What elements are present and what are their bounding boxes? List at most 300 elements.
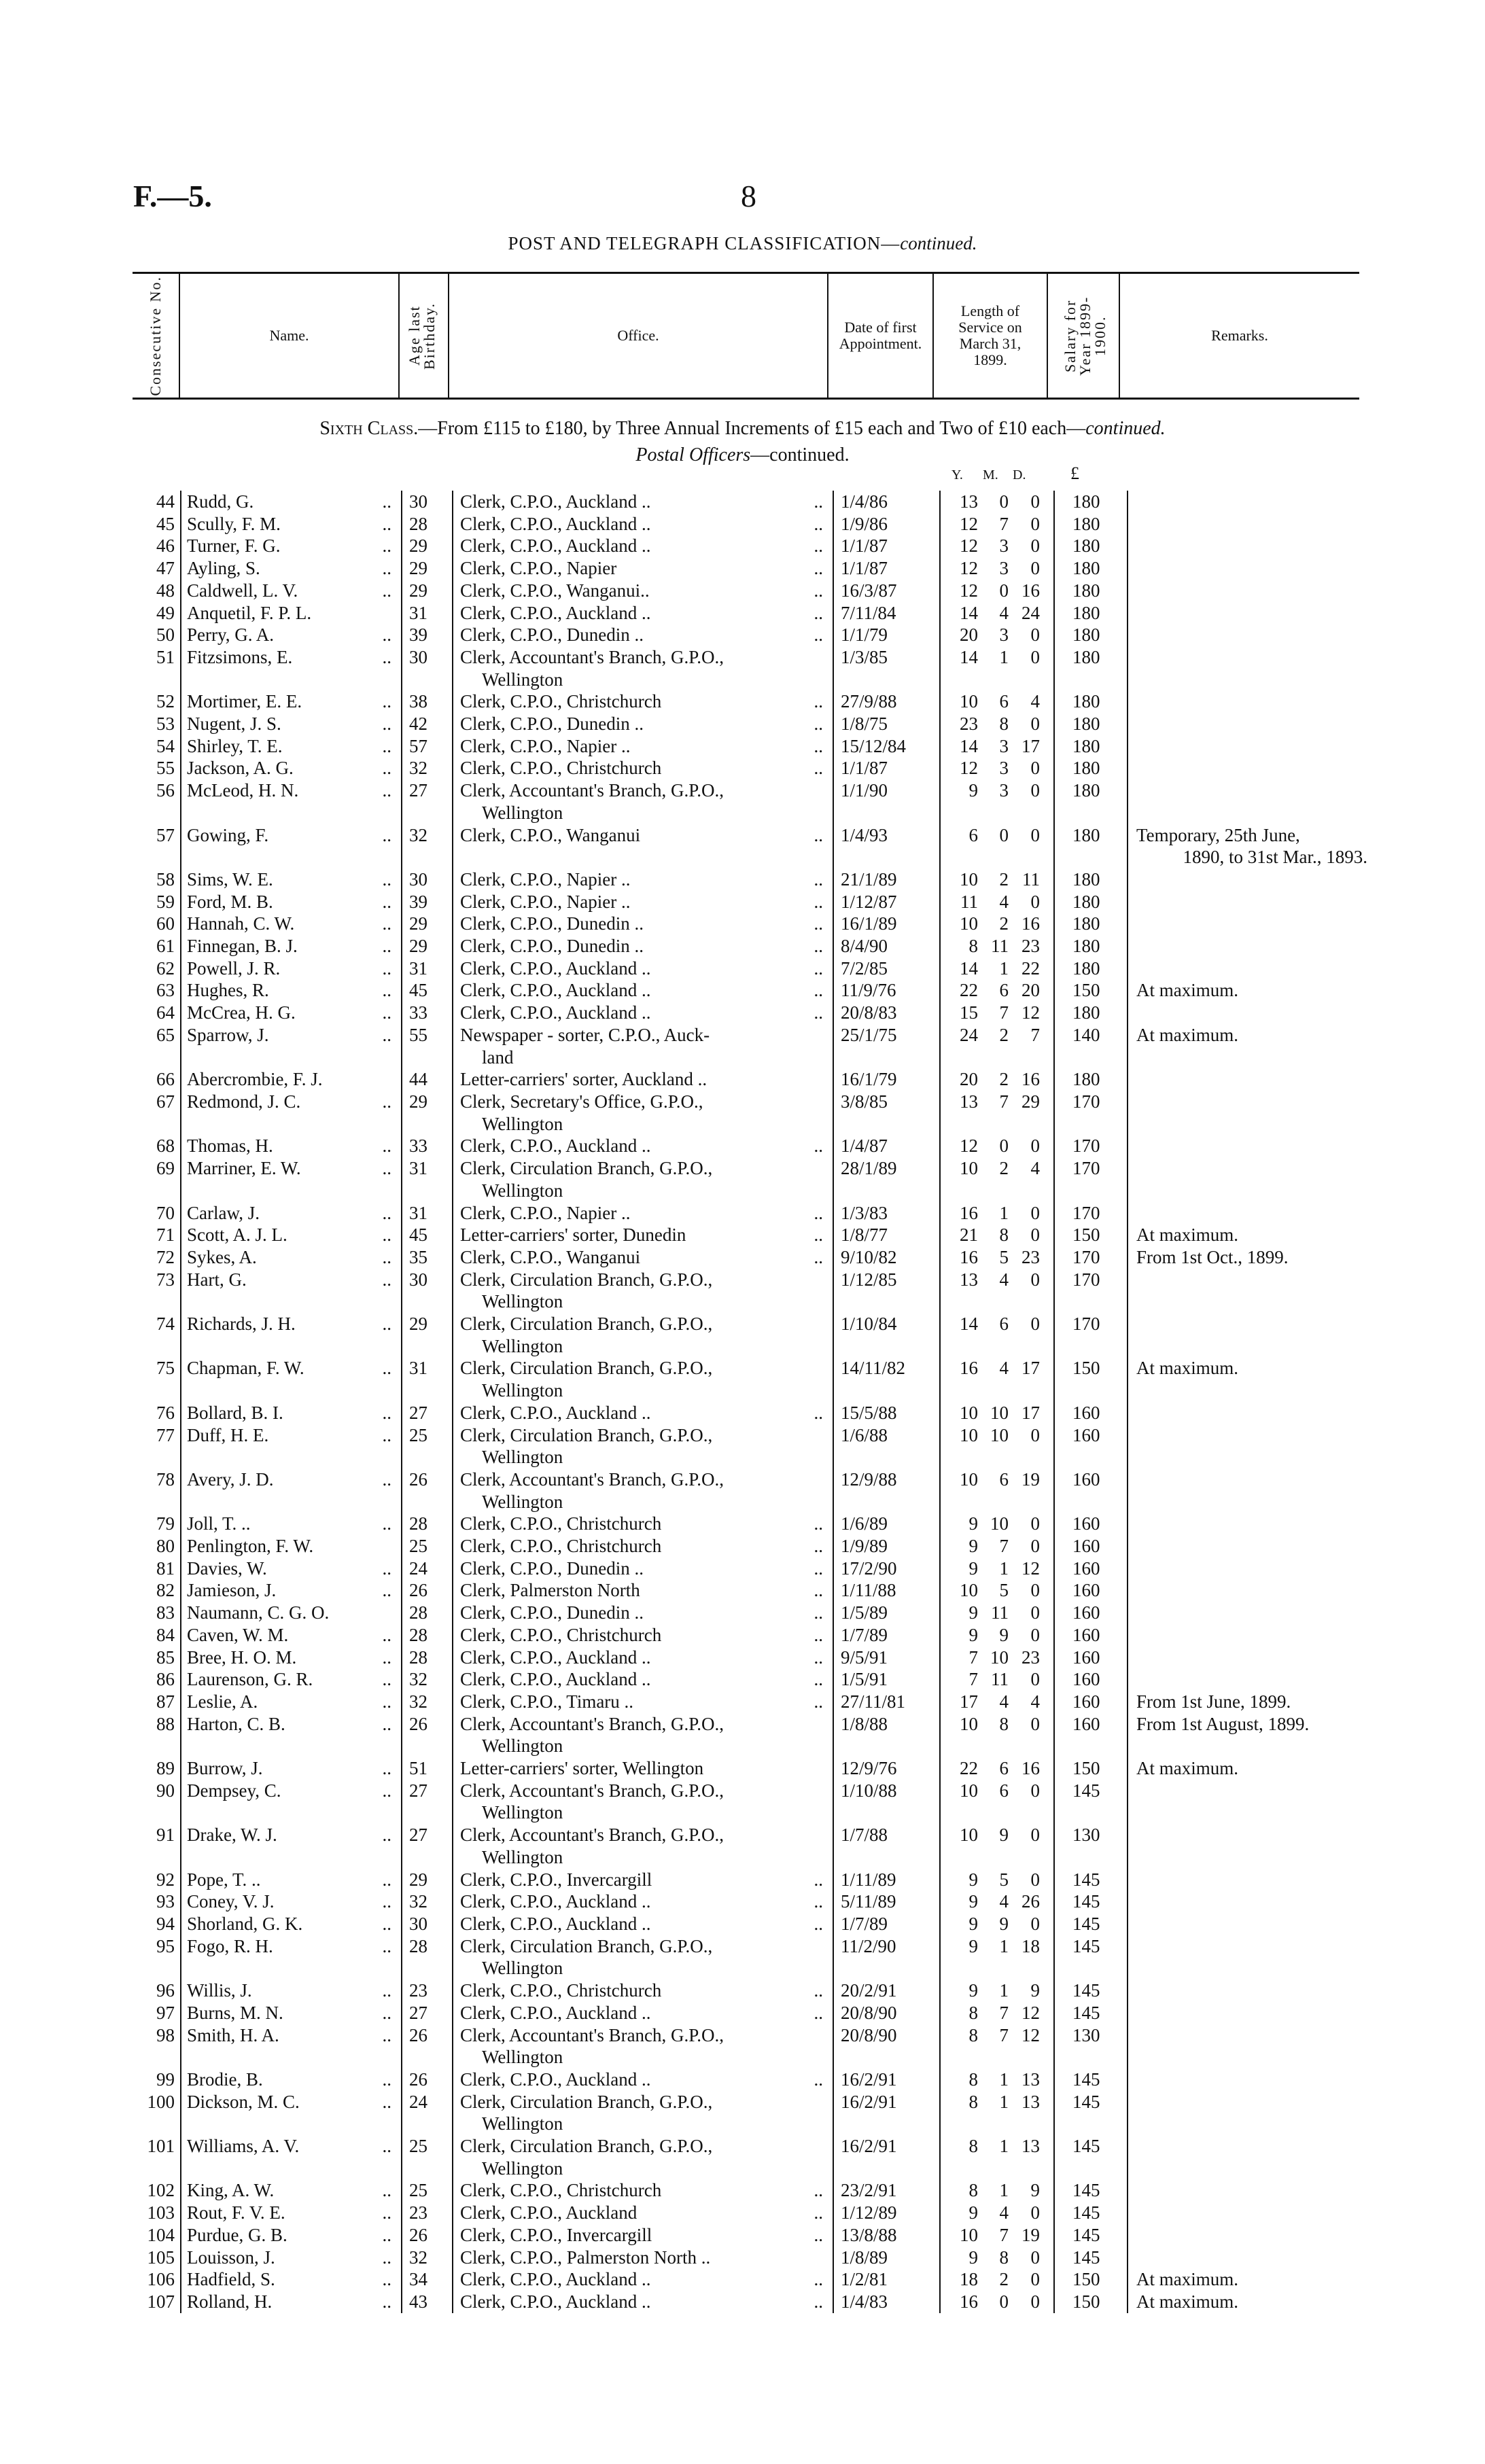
row-number-text: 94 bbox=[156, 1914, 175, 1934]
row-number bbox=[133, 2179, 181, 2202]
row-number bbox=[133, 735, 181, 758]
office-text: Clerk, Secretary's Office, G.P.O., bbox=[460, 1091, 703, 1112]
office-cell bbox=[453, 1157, 833, 1201]
office-continuation-text: land bbox=[482, 1046, 514, 1068]
appointment-date-text: 1/3/83 bbox=[841, 1202, 888, 1223]
service-months-text: 1 bbox=[999, 1935, 1009, 1956]
appointment-date-text: 1/1/90 bbox=[841, 780, 888, 801]
date-cell bbox=[833, 1647, 940, 1669]
appointment-date-text: 11/2/90 bbox=[841, 1935, 896, 1956]
service-months-text: 4 bbox=[999, 602, 1009, 623]
service-days-text: 19 bbox=[1021, 2224, 1040, 2245]
row-number-text: 92 bbox=[156, 1869, 175, 1890]
office-text: Letter-carriers' sorter, Auckland .. bbox=[460, 1069, 707, 1090]
years-cell bbox=[940, 1424, 978, 1468]
salary-text: 145 bbox=[1072, 2002, 1100, 2023]
table-row bbox=[133, 2002, 1367, 2024]
salary-text: 180 bbox=[1072, 1002, 1100, 1023]
days-cell bbox=[1009, 535, 1054, 557]
service-days-text: 0 bbox=[1030, 1869, 1040, 1890]
service-days-text: 17 bbox=[1021, 1402, 1040, 1423]
days-cell bbox=[1009, 891, 1054, 913]
name-text: Scott, A. J. L. bbox=[187, 1225, 287, 1246]
name-text: Ford, M. B. bbox=[187, 891, 273, 912]
age-cell bbox=[402, 1935, 453, 1979]
salary-cell bbox=[1054, 757, 1128, 779]
remarks-cell bbox=[1128, 1668, 1367, 1691]
salary-cell bbox=[1054, 1624, 1128, 1647]
salary-text: 145 bbox=[1072, 2224, 1100, 2245]
appointment-date-text: 1/2/81 bbox=[841, 2269, 888, 2290]
appointment-date-text: 15/12/84 bbox=[841, 735, 907, 756]
salary-cell bbox=[1054, 2291, 1128, 2313]
row-number-text: 51 bbox=[156, 646, 175, 667]
leader-dots: .. bbox=[814, 824, 823, 845]
leader-dots: .. bbox=[382, 558, 391, 579]
remarks-cell bbox=[1128, 1513, 1367, 1535]
service-days-text: 0 bbox=[1030, 513, 1040, 534]
salary-cell bbox=[1054, 513, 1128, 535]
months-cell bbox=[978, 1668, 1009, 1691]
leader-dots: .. bbox=[814, 868, 823, 890]
days-cell bbox=[1009, 1691, 1054, 1713]
service-months-text: 9 bbox=[999, 1914, 1009, 1934]
leader-dots: .. bbox=[382, 1935, 391, 1956]
table-row bbox=[133, 1535, 1367, 1557]
salary-text: 180 bbox=[1072, 535, 1100, 557]
years-cell bbox=[940, 868, 978, 891]
name-cell bbox=[181, 979, 402, 1002]
name-text: Anquetil, F. P. L. bbox=[187, 602, 312, 623]
remarks-cell bbox=[1128, 735, 1367, 758]
age-cell bbox=[402, 824, 453, 868]
office-text: Clerk, Accountant's Branch, G.P.O., bbox=[460, 1825, 724, 1846]
remarks-text: At maximum. bbox=[1136, 1024, 1238, 1045]
header-label: Age last Birthday. bbox=[405, 302, 438, 370]
months-cell bbox=[978, 2135, 1009, 2179]
office-text: Clerk, Accountant's Branch, G.P.O., bbox=[460, 646, 724, 667]
salary-cell bbox=[1054, 1313, 1128, 1357]
salary-cell bbox=[1054, 1246, 1128, 1269]
salary-text: 180 bbox=[1072, 957, 1100, 979]
salary-text: 160 bbox=[1072, 1669, 1100, 1690]
months-cell bbox=[978, 1002, 1009, 1024]
office-cell bbox=[453, 646, 833, 690]
service-months-text: 7 bbox=[999, 2224, 1009, 2245]
remarks-cell bbox=[1128, 690, 1367, 713]
months-cell bbox=[978, 1579, 1009, 1602]
salary-text: 145 bbox=[1072, 2136, 1100, 2157]
date-cell bbox=[833, 891, 940, 913]
years-cell bbox=[940, 535, 978, 557]
age-text: 29 bbox=[409, 936, 427, 957]
age-text: 24 bbox=[409, 1557, 427, 1579]
age-cell bbox=[402, 1713, 453, 1757]
salary-cell bbox=[1054, 1202, 1128, 1225]
date-cell bbox=[833, 557, 940, 580]
years-cell bbox=[940, 824, 978, 868]
table-row bbox=[133, 779, 1367, 824]
age-text: 30 bbox=[409, 1269, 427, 1290]
table-row bbox=[133, 602, 1367, 624]
row-number-text: 85 bbox=[156, 1647, 175, 1668]
salary-cell bbox=[1054, 580, 1128, 602]
remarks-cell bbox=[1128, 757, 1367, 779]
table-row bbox=[133, 2224, 1367, 2247]
salary-text: 130 bbox=[1072, 1825, 1100, 1846]
office-text: Clerk, Accountant's Branch, G.P.O., bbox=[460, 780, 724, 801]
appointment-date-text: 21/1/89 bbox=[841, 868, 897, 890]
days-cell bbox=[1009, 1135, 1054, 1157]
row-number-text: 75 bbox=[156, 1358, 175, 1379]
age-cell bbox=[402, 2202, 453, 2224]
years-cell bbox=[940, 1157, 978, 1201]
row-number bbox=[133, 2002, 181, 2024]
table-row bbox=[133, 713, 1367, 735]
row-number-text: 83 bbox=[156, 1602, 175, 1623]
office-text: Newspaper - sorter, C.P.O., Auck- bbox=[460, 1024, 710, 1045]
salary-text: 180 bbox=[1072, 602, 1100, 623]
service-days-text: 29 bbox=[1021, 1091, 1040, 1112]
row-number bbox=[133, 1647, 181, 1669]
age-text: 26 bbox=[409, 2224, 427, 2245]
table-row bbox=[133, 2291, 1367, 2313]
service-months-text: 1 bbox=[999, 957, 1009, 979]
leader-dots: .. bbox=[382, 1869, 391, 1890]
leader-dots: .. bbox=[814, 1580, 823, 1601]
name-cell bbox=[181, 2224, 402, 2247]
row-number-text: 57 bbox=[156, 824, 175, 845]
salary-cell bbox=[1054, 1602, 1128, 1624]
office-cell bbox=[453, 1780, 833, 1824]
service-years-text: 20 bbox=[960, 1069, 978, 1090]
leader-dots: .. bbox=[382, 624, 391, 646]
days-cell bbox=[1009, 646, 1054, 690]
name-cell bbox=[181, 2247, 402, 2269]
office-continuation-text: Wellington bbox=[482, 1447, 563, 1468]
name-cell bbox=[181, 2002, 402, 2024]
name-cell bbox=[181, 690, 402, 713]
age-cell bbox=[402, 2291, 453, 2313]
date-cell bbox=[833, 1357, 940, 1401]
salary-text: 160 bbox=[1072, 1557, 1100, 1579]
remarks-cell bbox=[1128, 1535, 1367, 1557]
office-text: Clerk, C.P.O., Invercargill bbox=[460, 1869, 652, 1890]
service-days-text: 7 bbox=[1030, 1024, 1040, 1045]
salary-cell bbox=[1054, 2247, 1128, 2269]
service-days-text: 0 bbox=[1030, 2269, 1040, 2290]
row-number bbox=[133, 2135, 181, 2179]
days-cell bbox=[1009, 1157, 1054, 1201]
age-text: 27 bbox=[409, 780, 427, 801]
salary-text: 150 bbox=[1072, 2269, 1100, 2290]
age-cell bbox=[402, 1869, 453, 1891]
date-cell bbox=[833, 1535, 940, 1557]
service-months-text: 6 bbox=[999, 980, 1009, 1001]
age-cell bbox=[402, 1780, 453, 1824]
days-cell bbox=[1009, 602, 1054, 624]
days-cell bbox=[1009, 1002, 1054, 1024]
service-days-text: 4 bbox=[1030, 1691, 1040, 1712]
service-days-text: 16 bbox=[1021, 580, 1040, 601]
salary-cell bbox=[1054, 957, 1128, 980]
row-number bbox=[133, 2247, 181, 2269]
appointment-date-text: 1/4/83 bbox=[841, 2291, 888, 2312]
leader-dots: .. bbox=[814, 1914, 823, 1934]
office-cell bbox=[453, 1535, 833, 1557]
remarks-text: From 1st June, 1899. bbox=[1136, 1691, 1291, 1712]
service-days-text: 0 bbox=[1030, 2291, 1040, 2312]
service-months-text: 3 bbox=[999, 780, 1009, 801]
table-header bbox=[133, 272, 1359, 400]
name-cell bbox=[181, 1313, 402, 1357]
age-text: 33 bbox=[409, 1002, 427, 1023]
leader-dots: .. bbox=[814, 624, 823, 646]
salary-cell bbox=[1054, 535, 1128, 557]
name-cell bbox=[181, 1513, 402, 1535]
row-number-text: 73 bbox=[156, 1269, 175, 1290]
years-cell bbox=[940, 1624, 978, 1647]
remarks-continuation-text: 1890, to 31st Mar., 1893. bbox=[1183, 847, 1367, 868]
leader-dots: .. bbox=[382, 1891, 391, 1912]
age-text: 51 bbox=[409, 1758, 427, 1779]
years-cell bbox=[940, 1647, 978, 1669]
service-days-text: 9 bbox=[1030, 1980, 1040, 2001]
appointment-date-text: 1/5/91 bbox=[841, 1669, 888, 1690]
days-cell bbox=[1009, 557, 1054, 580]
service-years-text: 13 bbox=[960, 1091, 978, 1112]
service-days-text: 13 bbox=[1021, 2136, 1040, 2157]
appointment-date-text: 1/10/88 bbox=[841, 1780, 897, 1801]
age-cell bbox=[402, 602, 453, 624]
row-number-text: 53 bbox=[156, 714, 175, 735]
months-cell bbox=[978, 2202, 1009, 2224]
service-days-text: 26 bbox=[1021, 1891, 1040, 1912]
months-cell bbox=[978, 713, 1009, 735]
appointment-date-text: 17/2/90 bbox=[841, 1557, 897, 1579]
age-cell bbox=[402, 690, 453, 713]
remarks-cell bbox=[1128, 557, 1367, 580]
service-years-text: 10 bbox=[960, 1580, 978, 1601]
months-cell bbox=[978, 757, 1009, 779]
office-continuation-text: Wellington bbox=[482, 1113, 563, 1134]
name-cell bbox=[181, 1913, 402, 1935]
service-years-text: 10 bbox=[960, 1158, 978, 1179]
remarks-cell bbox=[1128, 1424, 1367, 1468]
row-number bbox=[133, 1202, 181, 1225]
table-row bbox=[133, 2247, 1367, 2269]
appointment-date-text: 1/5/89 bbox=[841, 1602, 888, 1623]
days-cell bbox=[1009, 1402, 1054, 1424]
name-text: Shorland, G. K. bbox=[187, 1914, 303, 1934]
service-years-text: 8 bbox=[968, 2136, 978, 2157]
table-row bbox=[133, 580, 1367, 602]
months-cell bbox=[978, 2091, 1009, 2135]
office-cell bbox=[453, 1091, 833, 1135]
months-cell bbox=[978, 1935, 1009, 1979]
appointment-date-text: 1/4/93 bbox=[841, 824, 888, 845]
remarks-cell bbox=[1128, 1313, 1367, 1357]
salary-cell bbox=[1054, 1647, 1128, 1669]
name-cell bbox=[181, 935, 402, 957]
row-number bbox=[133, 1691, 181, 1713]
office-cell bbox=[453, 2247, 833, 2269]
salary-cell bbox=[1054, 2224, 1128, 2247]
office-cell bbox=[453, 2268, 833, 2291]
service-days-text: 12 bbox=[1021, 2024, 1040, 2045]
salary-text: 180 bbox=[1072, 913, 1100, 934]
office-text: Clerk, C.P.O., Wanganui.. bbox=[460, 580, 650, 601]
years-cell bbox=[940, 2247, 978, 2269]
leader-dots: .. bbox=[382, 1358, 391, 1379]
age-cell bbox=[402, 2247, 453, 2269]
table-row bbox=[133, 1313, 1367, 1357]
name-text: McLeod, H. N. bbox=[187, 780, 299, 801]
appointment-date-text: 1/1/79 bbox=[841, 624, 888, 646]
row-number-text: 65 bbox=[156, 1024, 175, 1045]
leader-dots: .. bbox=[814, 1891, 823, 1912]
age-cell bbox=[402, 2268, 453, 2291]
service-years-text: 16 bbox=[960, 1246, 978, 1267]
appointment-date-text: 16/1/89 bbox=[841, 913, 897, 934]
name-cell bbox=[181, 757, 402, 779]
name-cell bbox=[181, 2202, 402, 2224]
row-number bbox=[133, 557, 181, 580]
months-cell bbox=[978, 957, 1009, 980]
years-cell bbox=[940, 1002, 978, 1024]
remarks-cell bbox=[1128, 1557, 1367, 1580]
header-label: Name. bbox=[269, 327, 309, 344]
appointment-date-text: 16/2/91 bbox=[841, 2136, 897, 2157]
appointment-date-text: 20/8/90 bbox=[841, 2024, 897, 2045]
name-cell bbox=[181, 1890, 402, 1913]
service-months-text: 1 bbox=[999, 1202, 1009, 1223]
office-text: Clerk, Palmerston North bbox=[460, 1580, 640, 1601]
service-years-text: 9 bbox=[968, 1914, 978, 1934]
salary-cell bbox=[1054, 2179, 1128, 2202]
days-cell bbox=[1009, 1024, 1054, 1068]
age-cell bbox=[402, 779, 453, 824]
age-text: 26 bbox=[409, 1580, 427, 1601]
service-years-text: 10 bbox=[960, 691, 978, 712]
name-text: Sims, W. E. bbox=[187, 868, 273, 890]
months-cell bbox=[978, 1824, 1009, 1868]
service-days-text: 12 bbox=[1021, 1002, 1040, 1023]
office-text: Clerk, C.P.O., Auckland .. bbox=[460, 1647, 651, 1668]
age-text: 39 bbox=[409, 624, 427, 646]
service-years-text: 11 bbox=[960, 891, 978, 912]
service-days-text: 0 bbox=[1030, 714, 1040, 735]
service-years-text: 10 bbox=[960, 1402, 978, 1423]
service-years-text: 16 bbox=[960, 1202, 978, 1223]
leader-dots: .. bbox=[382, 957, 391, 979]
months-cell bbox=[978, 602, 1009, 624]
table-row bbox=[133, 1202, 1367, 1225]
office-cell bbox=[453, 1024, 833, 1068]
service-years-text: 9 bbox=[968, 2202, 978, 2223]
date-cell bbox=[833, 624, 940, 646]
name-cell bbox=[181, 824, 402, 868]
table-row bbox=[133, 1647, 1367, 1669]
remarks-text: At maximum. bbox=[1136, 1358, 1238, 1379]
days-cell bbox=[1009, 1647, 1054, 1669]
service-days-text: 24 bbox=[1021, 602, 1040, 623]
salary-cell bbox=[1054, 2268, 1128, 2291]
table-row bbox=[133, 1513, 1367, 1535]
leader-dots: .. bbox=[382, 1424, 391, 1445]
service-years-text: 13 bbox=[960, 491, 978, 512]
age-cell bbox=[402, 713, 453, 735]
appointment-date-text: 1/8/75 bbox=[841, 714, 888, 735]
office-cell bbox=[453, 1513, 833, 1535]
leader-dots: .. bbox=[382, 580, 391, 601]
years-cell bbox=[940, 1024, 978, 1068]
age-cell bbox=[402, 1624, 453, 1647]
leader-dots: .. bbox=[814, 1691, 823, 1712]
leader-dots: .. bbox=[382, 491, 391, 512]
age-cell bbox=[402, 957, 453, 980]
leader-dots: .. bbox=[382, 868, 391, 890]
row-number-text: 76 bbox=[156, 1402, 175, 1423]
office-continuation-text: Wellington bbox=[482, 1180, 563, 1201]
row-number bbox=[133, 1024, 181, 1068]
name-cell bbox=[181, 779, 402, 824]
office-text: Clerk, C.P.O., Palmerston North .. bbox=[460, 2247, 711, 2268]
years-cell bbox=[940, 2135, 978, 2179]
office-cell bbox=[453, 935, 833, 957]
remarks-cell bbox=[1128, 1024, 1367, 1068]
row-number bbox=[133, 1513, 181, 1535]
appointment-date-text: 1/4/87 bbox=[841, 1136, 888, 1157]
age-cell bbox=[402, 1757, 453, 1780]
leader-dots: .. bbox=[382, 2202, 391, 2223]
table-row bbox=[133, 2268, 1367, 2291]
date-cell bbox=[833, 957, 940, 980]
table-row bbox=[133, 1668, 1367, 1691]
remarks-cell bbox=[1128, 935, 1367, 957]
age-cell bbox=[402, 1890, 453, 1913]
years-cell bbox=[940, 646, 978, 690]
name-cell bbox=[181, 2135, 402, 2179]
service-months-text: 0 bbox=[999, 491, 1009, 512]
name-text: Rolland, H. bbox=[187, 2291, 273, 2312]
row-number bbox=[133, 1713, 181, 1757]
table-row bbox=[133, 2202, 1367, 2224]
months-cell bbox=[978, 1068, 1009, 1091]
row-number bbox=[133, 2202, 181, 2224]
age-cell bbox=[402, 2002, 453, 2024]
days-cell bbox=[1009, 1913, 1054, 1935]
office-text: Clerk, C.P.O., Dunedin .. bbox=[460, 913, 644, 934]
office-cell bbox=[453, 1579, 833, 1602]
office-cell bbox=[453, 1557, 833, 1580]
name-text: Drake, W. J. bbox=[187, 1825, 277, 1846]
service-months-text: 11 bbox=[991, 1669, 1009, 1690]
name-cell bbox=[181, 491, 402, 513]
salary-cell bbox=[1054, 1713, 1128, 1757]
date-cell bbox=[833, 1890, 940, 1913]
leader-dots: .. bbox=[382, 2180, 391, 2201]
appointment-date-text: 16/2/91 bbox=[841, 2091, 897, 2112]
age-text: 29 bbox=[409, 1869, 427, 1890]
months-cell bbox=[978, 1713, 1009, 1757]
row-number bbox=[133, 2069, 181, 2091]
salary-cell bbox=[1054, 1979, 1128, 2002]
date-cell bbox=[833, 713, 940, 735]
years-cell bbox=[940, 1402, 978, 1424]
leader-dots: .. bbox=[814, 758, 823, 779]
table-row bbox=[133, 646, 1367, 690]
